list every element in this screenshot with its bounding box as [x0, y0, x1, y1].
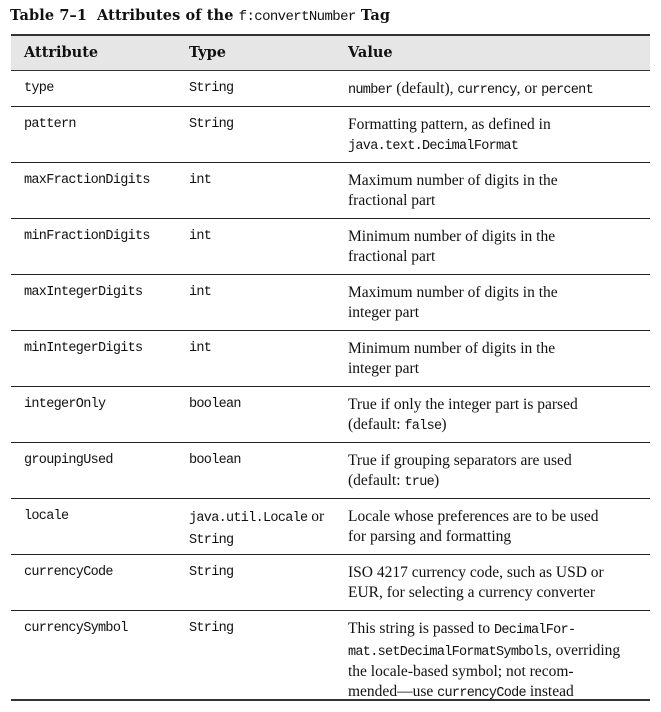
value-cell: This string is passed to DecimalFor- mat.setDecimalFormatSymbols, overriding the locale-based symbol; not recom- mended—use currencyCode instead: [348, 620, 621, 701]
table-row: [11, 386, 650, 442]
value-cell: Maximum number of digits in the fractional part: [348, 172, 558, 209]
value-cell: Maximum number of digits in the integer part: [348, 284, 558, 321]
attributes-table: [11, 34, 650, 701]
type-cell: String: [189, 565, 234, 580]
table-body: [11, 71, 650, 699]
table-row: [11, 554, 650, 610]
value-cell: Formatting pattern, as defined in java.text.DecimalFormat: [348, 116, 551, 154]
type-cell: boolean: [189, 453, 241, 468]
attribute-cell: pattern: [24, 117, 76, 132]
caption-title-suffix: Tag: [355, 7, 391, 24]
attribute-cell: maxFractionDigits: [24, 173, 150, 188]
caption-tag-name: f:convertNumber: [238, 9, 356, 25]
type-cell: java.util.Locale or String: [189, 508, 325, 548]
attribute-cell: integerOnly: [24, 397, 106, 412]
table-row: [11, 610, 650, 699]
value-cell: Minimum number of digits in the integer part: [348, 340, 556, 377]
type-cell: String: [189, 81, 234, 96]
value-cell: Minimum number of digits in the fractional part: [348, 228, 556, 265]
type-cell: int: [189, 285, 212, 300]
attribute-cell: maxIntegerDigits: [24, 285, 143, 300]
value-cell: Locale whose preferences are to be used for parsing and formatting: [348, 508, 599, 545]
value-cell: ISO 4217 currency code, such as USD or EUR, for selecting a currency converter: [348, 564, 604, 601]
type-cell: int: [189, 229, 212, 244]
value-cell: number (default), currency, or percent: [348, 80, 593, 98]
table-row: [11, 442, 650, 498]
attribute-cell: minIntegerDigits: [24, 341, 143, 356]
table-row: [11, 330, 650, 386]
header-value: Value: [348, 44, 393, 61]
attribute-cell: minFractionDigits: [24, 229, 150, 244]
table-header-row: [11, 36, 650, 71]
attribute-cell: type: [24, 81, 54, 96]
type-cell: String: [189, 117, 234, 132]
type-cell: boolean: [189, 397, 241, 412]
type-cell: int: [189, 173, 212, 188]
attribute-cell: currencyCode: [24, 565, 113, 580]
header-type: Type: [189, 44, 226, 61]
table-row: [11, 498, 650, 554]
header-attribute: Attribute: [24, 44, 99, 61]
caption-title-prefix: Attributes of the: [97, 7, 239, 24]
type-cell: int: [189, 341, 212, 356]
attribute-cell: currencySymbol: [24, 621, 128, 636]
value-cell: True if only the integer part is parsed (default: false): [348, 396, 578, 434]
table-row: [11, 162, 650, 218]
table-row: [11, 274, 650, 330]
table-caption: [10, 7, 390, 25]
table-number: Table 7–1: [10, 7, 88, 24]
table-row: [11, 218, 650, 274]
type-cell: String: [189, 621, 234, 636]
attribute-cell: locale: [24, 509, 69, 524]
value-cell: True if grouping separators are used (default: true): [348, 452, 572, 490]
table-row: [11, 106, 650, 162]
table-row: [11, 71, 650, 106]
attribute-cell: groupingUsed: [24, 453, 113, 468]
